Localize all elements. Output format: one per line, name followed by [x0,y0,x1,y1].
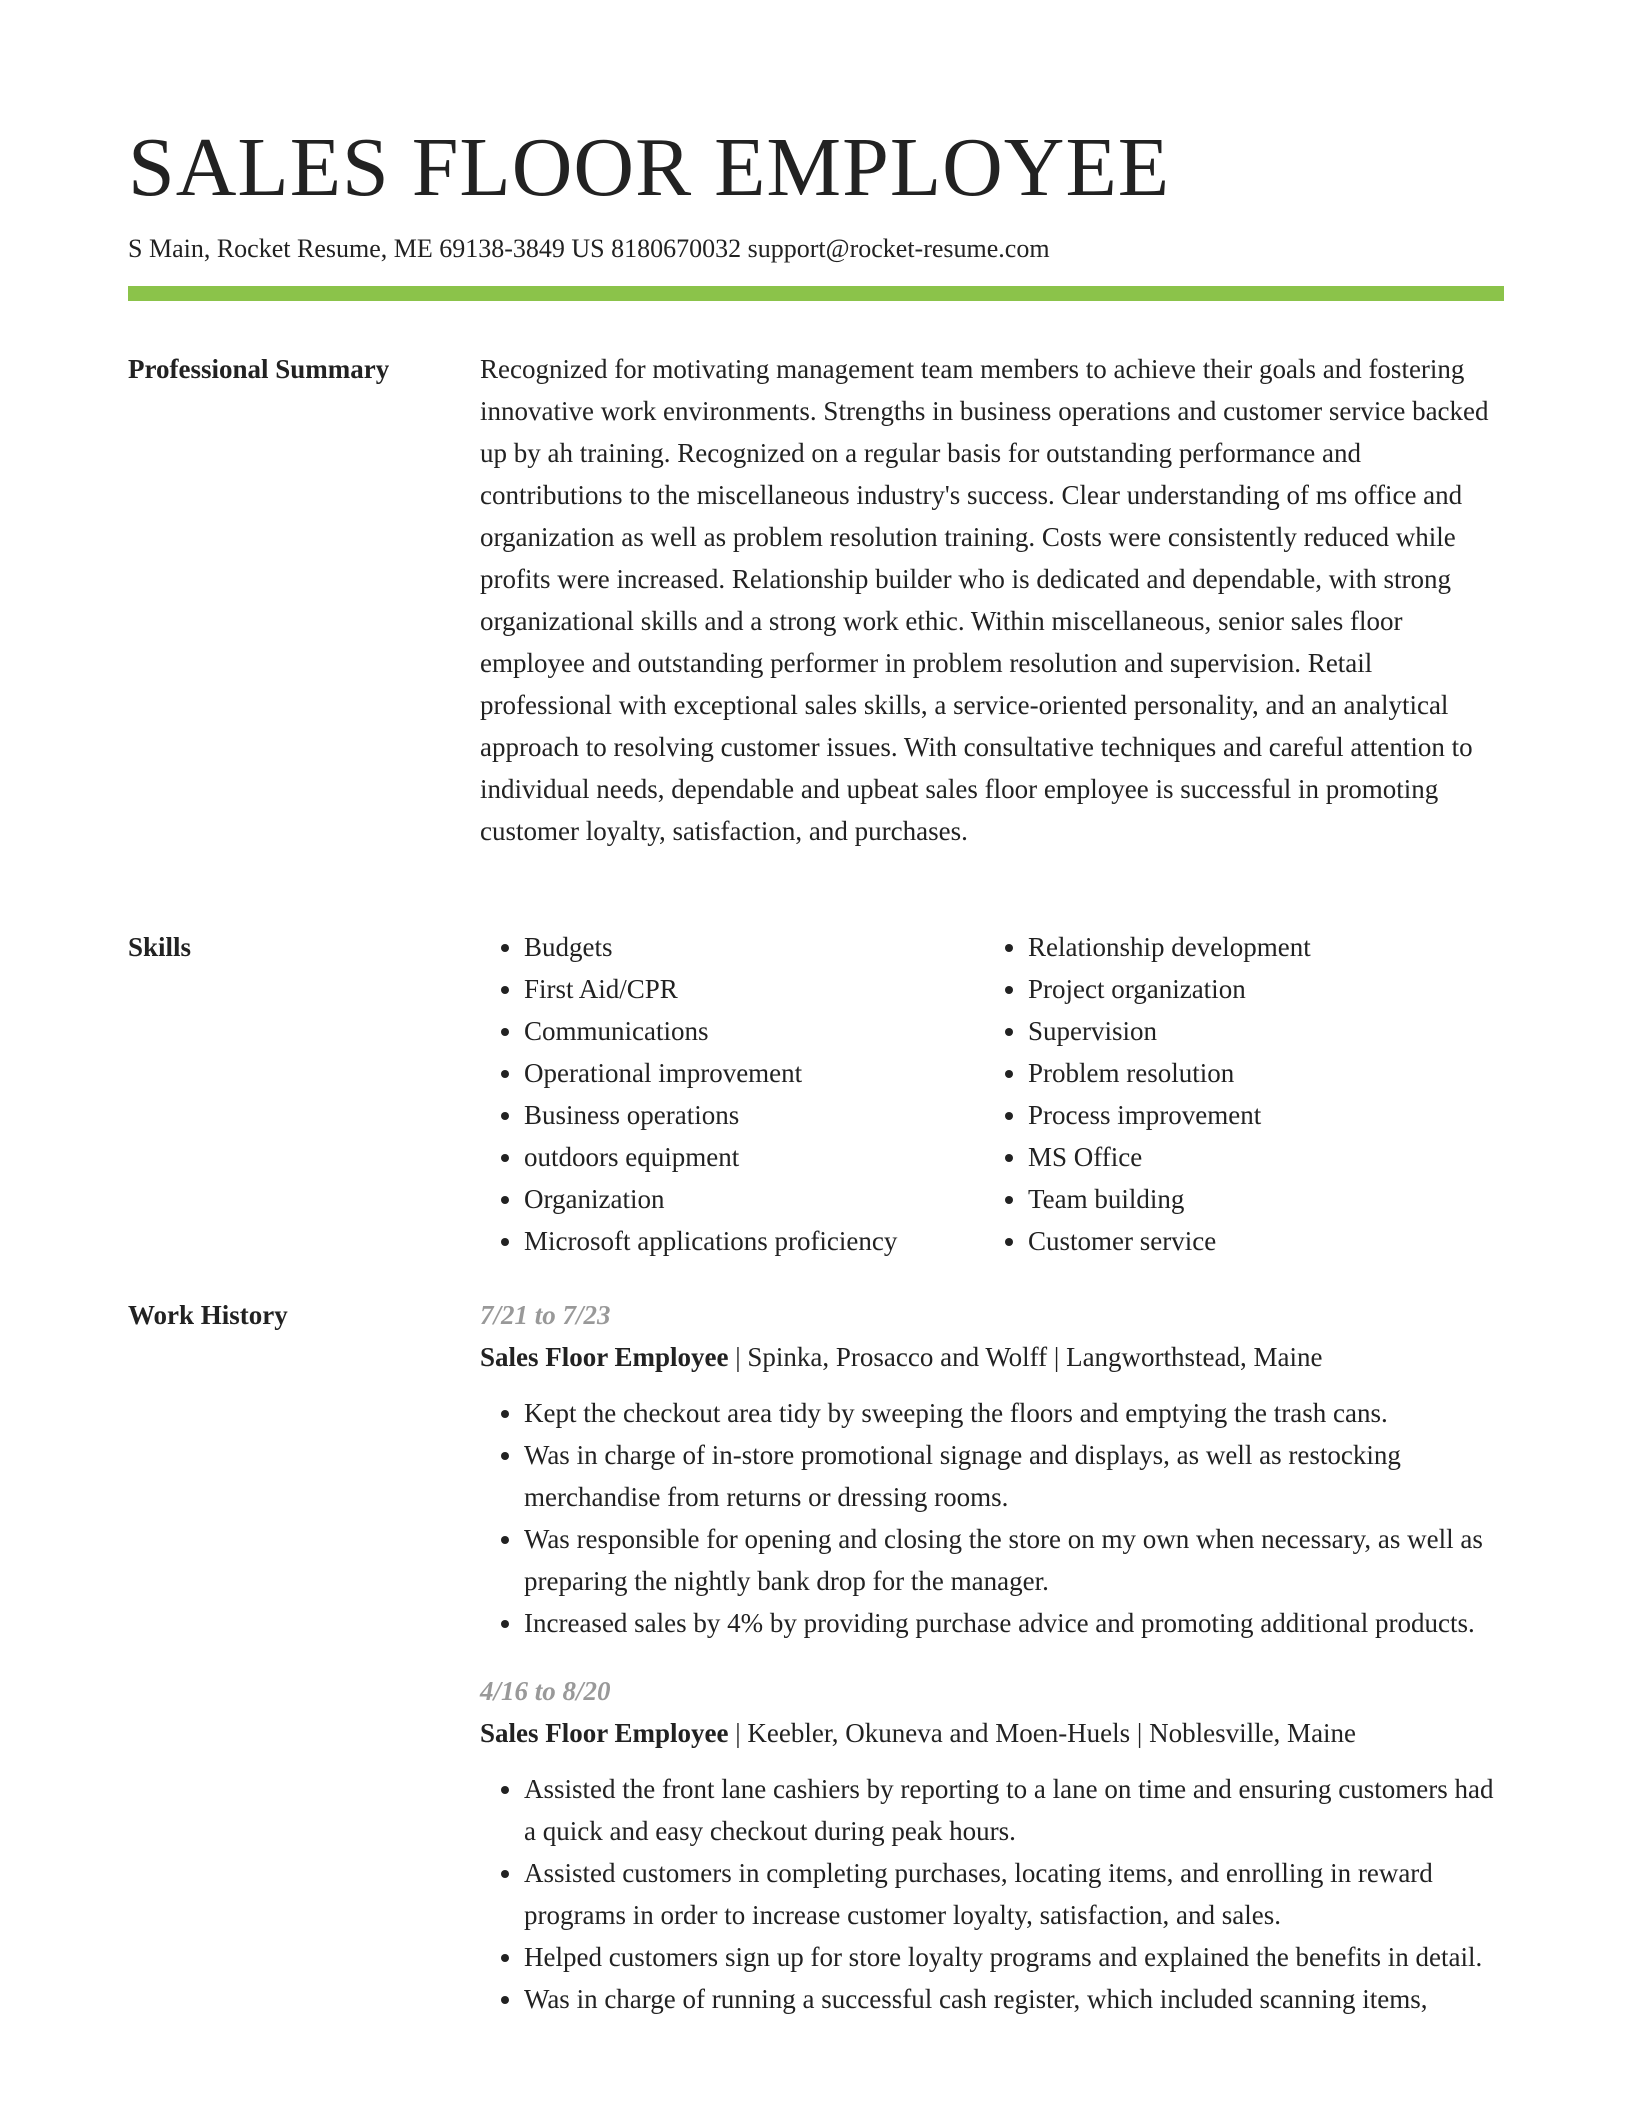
contact-info: S Main, Rocket Resume, ME 69138-3849 US 8180670032 support@rocket-resume.com [128,234,1050,263]
skills-column-1 [480,926,984,1262]
skill-item: • Customer service [1028,1220,1488,1262]
job-bullet: • Kept the checkout area tidy by sweeping the floors and emptying the trash cans. [524,1392,1504,1434]
skills-column-2 [984,926,1488,1262]
job-bullets [480,1392,1504,1644]
skill-item: • Project organization [1028,968,1488,1010]
skill-item: • MS Office [1028,1136,1488,1178]
job-entry [480,1670,1504,2020]
skill-item: • Microsoft applications proficiency [524,1220,984,1262]
skill-item: • Budgets [524,926,984,968]
skill-item: • Operational improvement [524,1052,984,1094]
job-bullet: • Assisted customers in completing purchases, locating items, and enrolling in reward programs in order to increase customer loyalty, satisfaction, and sales. [524,1852,1504,1936]
skill-item: • Problem resolution [1028,1052,1488,1094]
job-bullet: • Helped customers sign up for store loyalty programs and explained the benefits in detail. [524,1936,1504,1978]
skill-item: • Process improvement [1028,1094,1488,1136]
job-dates: 7/21 to 7/23 [480,1300,611,1330]
skill-item: • Business operations [524,1094,984,1136]
summary-label: Professional Summary [128,354,390,384]
skill-item: • outdoors equipment [524,1136,984,1178]
job-title: Sales Floor Employee [480,1342,729,1372]
skill-item: • First Aid/CPR [524,968,984,1010]
job-title: Sales Floor Employee [480,1718,729,1748]
summary-body [480,348,1504,852]
candidate-name: SALES FLOOR EMPLOYEE [128,121,1171,214]
job-bullet: • Assisted the front lane cashiers by reporting to a lane on time and ensuring customers had a quick and easy checkout during peak hours. [524,1768,1504,1852]
skill-item: • Communications [524,1010,984,1052]
job-bullet: • Increased sales by 4% by providing purchase advice and promoting additional products. [524,1602,1504,1644]
job-bullet: • Was responsible for opening and closing the store on my own when necessary, as well as preparing the nightly bank drop for the manager. [524,1518,1504,1602]
skills-columns [480,926,1504,1262]
skill-item: • Team building [1028,1178,1488,1220]
skill-item: • Supervision [1028,1010,1488,1052]
job-bullets [480,1768,1504,2020]
summary-text: Recognized for motivating management team members to achieve their goals and fostering innovative work environments. Strengths in business operations and customer service backed up by ah training. Recognized on a regular basis for outstanding performance and contributions to the miscellaneous industry's success. Clear understanding of ms office and organization as well as problem resolution training. Costs were consistently reduced while profits were increased. Relationship builder who is dedicated and dependable, with strong organizational skills and a strong work ethic. Within miscellaneous, senior sales floor employee and outstanding performer in problem resolution and supervision. Retail professional with exceptional sales skills, a service-oriented personality, and an analytical approach to resolving customer issues. With consultative techniques and careful attention to individual needs, dependable and upbeat sales floor employee is successful in promoting customer loyalty, satisfaction, and purchases. [480,354,1489,846]
header-divider [128,286,1504,301]
job-title-line [480,1336,1504,1378]
skill-item: • Organization [524,1178,984,1220]
job-employer-location: | Spinka, Prosacco and Wolff | Langworthstead, Maine [728,1342,1323,1372]
work-history-label: Work History [128,1300,288,1330]
job-dates: 4/16 to 8/20 [480,1676,611,1706]
job-bullet: • Was in charge of in-store promotional signage and displays, as well as restocking merchandise from returns or dressing rooms. [524,1434,1504,1518]
skill-item: • Relationship development [1028,926,1488,968]
skills-body [480,926,1504,1262]
job-bullet: • Was in charge of running a successful cash register, which included scanning items, [524,1978,1504,2020]
job-title-line [480,1712,1504,1754]
work-history-body [480,1294,1504,2046]
job-employer-location: | Keebler, Okuneva and Moen-Huels | Noblesville, Maine [728,1718,1357,1748]
job-entry [480,1294,1504,1644]
skills-label: Skills [128,932,192,962]
